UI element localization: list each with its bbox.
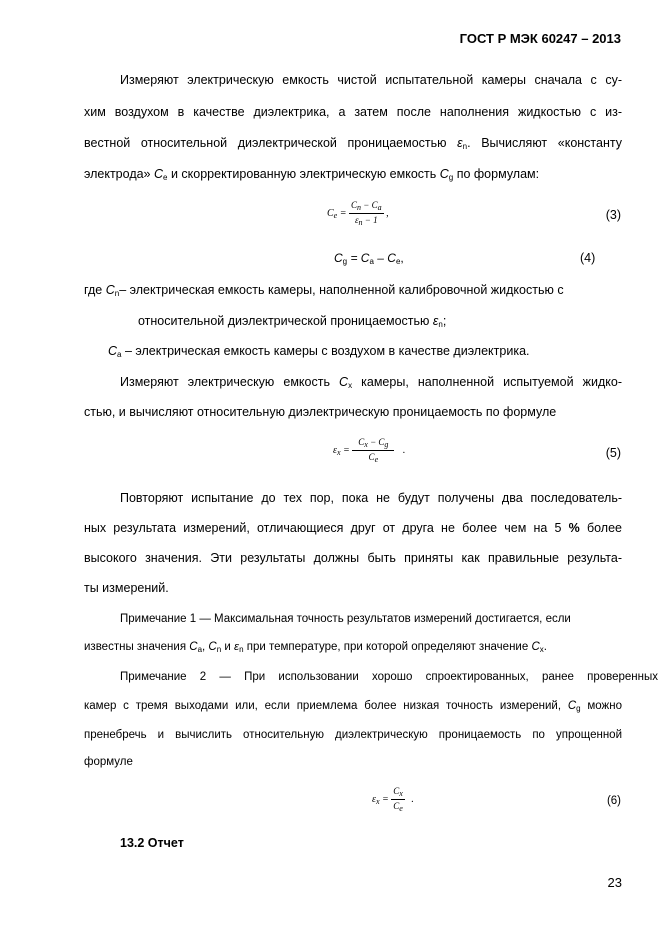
note-2-line-2: камер с тремя выходами или, если приемлема более низкая точность измерений, $C_g$ можно xyxy=(84,700,623,713)
formula-4: $C_g = C_a - C_e$, xyxy=(334,251,404,266)
paragraph-1-line-2: хим воздухом в качестве диэлектрика, а затем после наполнения жидкостью с из- xyxy=(84,105,622,119)
formula-6-number: (6) xyxy=(606,795,621,807)
formula-5-number: (5) xyxy=(605,446,621,460)
note-2-line-1: Примечание 2 — При использовании хорошо спроектированных, ранее проверенных xyxy=(120,671,658,683)
where-line-2: относительной диэлектрической проницаемостью $\varepsilon_n$; xyxy=(138,314,447,329)
paragraph-3-line-2: ных результата измерений, отличающиеся друг от друга не более чем на 5 % более xyxy=(84,521,622,535)
formula-5: $\varepsilon_x$ = $\frac{C_x - C_g}{C_e}$ . xyxy=(333,437,406,464)
note-2-line-3: пренебречь и вычислить относительную диэлектрическую проницаемость по упрощенной xyxy=(84,729,622,741)
formula-3-number: (3) xyxy=(605,208,621,222)
paragraph-3-line-3: высокого значения. Эти результаты должны быть приняты как правильные результа- xyxy=(84,551,622,565)
page-number: 23 xyxy=(607,875,622,890)
where-line-3: $C_a$ – электрическая емкость камеры с воздухом в качестве диэлектрика. xyxy=(108,344,530,359)
where-line-1: где $C_n-$ электрическая емкость камеры, наполненной калибровочной жидкостью с xyxy=(84,283,564,298)
paragraph-1-line-4: электрода» $C_e$ и скорректированную электрическую емкость $C_g$ по формулам: xyxy=(84,167,540,182)
paragraph-2-line-2: стью, и вычисляют относительную диэлектрическую проницаемость по формуле xyxy=(84,405,557,419)
document-header: ГОСТ Р МЭК 60247 – 2013 xyxy=(459,31,621,46)
formula-4-number: (4) xyxy=(580,251,596,265)
paragraph-1-line-3: вестной относительной диэлектрической проницаемостью $\varepsilon_n$. Вычисляют «константу xyxy=(84,136,622,151)
paragraph-3-line-4: ты измерений. xyxy=(84,581,169,595)
paragraph-2-line-1: Измеряют электрическую емкость $C_x$ камеры, наполненной испытуемой жидко- xyxy=(120,375,622,390)
note-1-line-1: Примечание 1 — Максимальная точность результатов измерений достигается, если xyxy=(120,613,571,625)
section-heading: 13.2 Отчет xyxy=(120,836,184,850)
paragraph-3-line-1: Повторяют испытание до тех пор, пока не будут получены два последователь- xyxy=(120,491,622,505)
paragraph-1-line-1: Измеряют электрическую емкость чистой испытательной камеры сначала с су- xyxy=(120,73,622,87)
formula-6: $\varepsilon_x$ = $\frac{C_x}{C_e}$ . xyxy=(372,786,414,813)
note-1-line-2: известны значения $C_a$, $C_n$ и $\varepsilon_n$ при температуре, при которой определяют значение $C_x$. xyxy=(84,641,547,654)
formula-3: $C_e$ = $\frac{C_n - C_a}{\varepsilon_n - 1}$ , xyxy=(327,200,389,227)
note-2-line-4: формуле xyxy=(84,756,133,768)
